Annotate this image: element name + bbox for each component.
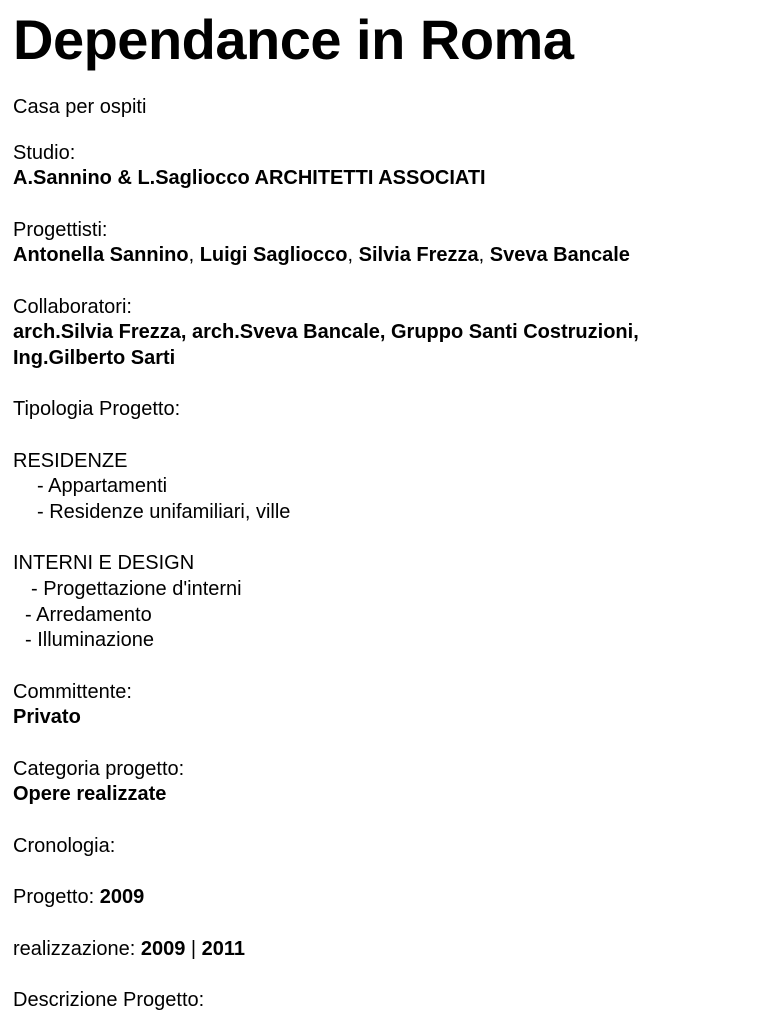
name-separator: , bbox=[478, 244, 490, 266]
progetto-year-line bbox=[13, 884, 144, 910]
realizzazione-label: realizzazione: bbox=[13, 938, 141, 960]
realizzazione-end-year: 2011 bbox=[201, 938, 246, 960]
progettisti-label: Progettisti: bbox=[13, 219, 108, 241]
realizzazione-start-year: 2009 bbox=[140, 938, 186, 960]
collaboratori-label: Collaboratori: bbox=[13, 296, 132, 318]
categoria-label: Categoria progetto: bbox=[13, 758, 185, 780]
studio-value: A.Sannino & L.Sagliocco ARCHITETTI ASSOCIATI bbox=[13, 167, 486, 189]
page-title: Dependance in Roma bbox=[13, 8, 574, 71]
tipologia-group-heading: INTERNI E DESIGN bbox=[13, 552, 195, 574]
progetto-label: Progetto: bbox=[13, 886, 100, 908]
tipologia-item: - Progettazione d'interni bbox=[31, 578, 242, 600]
progettista-name: Silvia Frezza bbox=[358, 244, 479, 266]
tipologia-item: - Illuminazione bbox=[25, 629, 154, 651]
subtitle: Casa per ospiti bbox=[13, 96, 147, 118]
tipologia-label: Tipologia Progetto: bbox=[13, 398, 181, 420]
studio-label: Studio: bbox=[13, 142, 76, 164]
categoria-value: Opere realizzate bbox=[13, 783, 167, 805]
progettisti-names bbox=[13, 242, 630, 268]
committente-label: Committente: bbox=[13, 681, 132, 703]
tipologia-item: - Arredamento bbox=[25, 604, 152, 626]
collaboratori-line-2: Ing.Gilberto Sarti bbox=[13, 347, 176, 369]
cronologia-label: Cronologia: bbox=[13, 835, 116, 857]
realizzazione-line bbox=[13, 936, 245, 962]
committente-value: Privato bbox=[13, 706, 81, 728]
progetto-year: 2009 bbox=[99, 886, 145, 908]
tipologia-item: - Appartamenti bbox=[37, 475, 168, 497]
collaboratori-line-1: arch.Silvia Frezza, arch.Sveva Bancale, Gruppo Santi Costruzioni, bbox=[13, 321, 639, 343]
progettista-name: Sveva Bancale bbox=[489, 244, 630, 266]
progettista-name: Luigi Sagliocco bbox=[199, 244, 348, 266]
tipologia-item: - Residenze unifamiliari, ville bbox=[37, 501, 291, 523]
realizzazione-separator: | bbox=[185, 938, 202, 960]
name-separator: , bbox=[188, 244, 200, 266]
descrizione-label: Descrizione Progetto: bbox=[13, 989, 205, 1011]
tipologia-group-heading: RESIDENZE bbox=[13, 450, 128, 472]
progettista-name: Antonella Sannino bbox=[13, 244, 189, 266]
name-separator: , bbox=[347, 244, 359, 266]
